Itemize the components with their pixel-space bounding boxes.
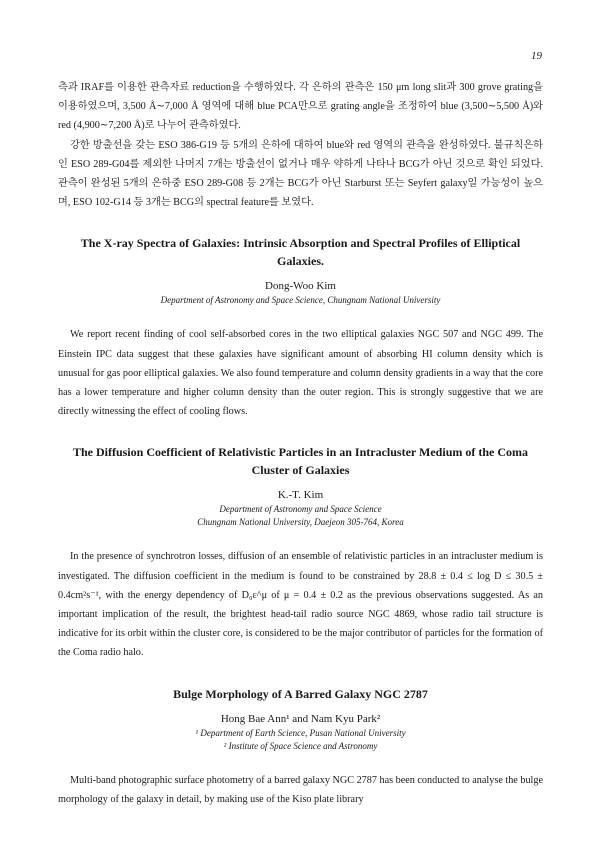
section-title: Bulge Morphology of A Barred Galaxy NGC 2787 [173, 686, 428, 701]
section-abstract: In the presence of synchrotron losses, diffusion of an ensemble of relativistic particles in an intracluster medium is investigated. The diffusion coefficient in the medium is found to be constrained by 28.8 ± 0.4 ≤ log D ≤ 30.5 ± 0.4cm²s⁻¹, with the energy dependency of D₀ε^μ of μ = 0.4 ± 0.2 as the previous observations suggested. As an important implication of the result, the brightest head-tail radio source NGC 4869, whose radio tail structure is indicative for its orbit within the cluster core, is considered to be the major contributor of particles for the formation of the Coma radio halo. [58, 551, 543, 659]
section-affiliation: Chungnam National University, Daejeon 305-764, Korea [197, 517, 404, 528]
section-bulge-morphology [58, 685, 543, 809]
section-abstract: We report recent finding of cool self-absorbed cores in the two elliptical galaxies NGC 507 and NGC 499. The Einstein IPC data suggest that these galaxies have significant amount of absorbing HI column density which is unusual for gas poor elliptical galaxies. We also found temperature and column density gradients in a way that the core has a lower temperature and higher column density than the outer region. This is strongly suggestive that we are directly witnessing the effect of cooling flows. [58, 329, 543, 418]
intro-paragraph-1: 측과 IRAF를 이용한 관측자료 reduction을 수행하였다. 각 은하의 관측은 150 μm long slit과 300 grove grating을 이용하였으며, 3,500 Å∼7,000 Å 영역에 대해 blue PCA만으로 grating angle을 조정하여 blue (3,500∼5,500 Å)와 red (4,900∼7,200 Å)로 나누어 관측하였다. [58, 82, 543, 132]
section-abstract: Multi-band photographic surface photometry of a barred galaxy NGC 2787 has been conducted to analyse the bulge morphology of the galaxy in detail, by making use of the Kiso plate library [58, 774, 544, 805]
page-number: 19 [531, 50, 542, 62]
section-diffusion-coefficient [58, 443, 543, 662]
section-title: The Diffusion Coefficient of Relativistic Particles in an Intracluster Medium of the Coma Cluster of Galaxies [72, 445, 529, 478]
intro-paragraph-2: 강한 방출선을 갖는 ESO 386-G19 등 5개의 은하에 대하여 blue와 red 영역의 관측을 완성하였다. 불규칙은하인 ESO 289-G04를 제외한 나머지 7개는 방출선이 없거나 매우 약하게 나타나 BCG가 아닌 것으로 확인 되었다. 관측이 완성된 5개의 은하중 ESO 289-G08 등 2개는 BCG가 아닌 Starburst 또는 Seyfert galaxy일 가능성이 높으며, ESO 102-G14 등 3개는 BCG의 spectral feature를 보였다. [58, 139, 543, 209]
section-authors: K.-T. Kim [277, 489, 324, 502]
section-affiliation: ² Institute of Space Science and Astronomy [223, 740, 378, 751]
section-title: The X-ray Spectra of Galaxies: Intrinsic Absorption and Spectral Profiles of Elliptical Galaxies. [80, 236, 521, 269]
section-affiliation: Department of Astronomy and Space Science [219, 504, 382, 515]
section-authors: Hong Bae Ann¹ and Nam Kyu Park² [220, 712, 381, 725]
section-affiliation: Department of Astronomy and Space Science, Chungnam National University [160, 295, 441, 306]
section-authors: Dong-Woo Kim [265, 280, 336, 293]
page-content [58, 78, 543, 809]
section-affiliation: ¹ Department of Earth Science, Pusan National University [195, 727, 406, 738]
section-xray-spectra [58, 234, 543, 421]
